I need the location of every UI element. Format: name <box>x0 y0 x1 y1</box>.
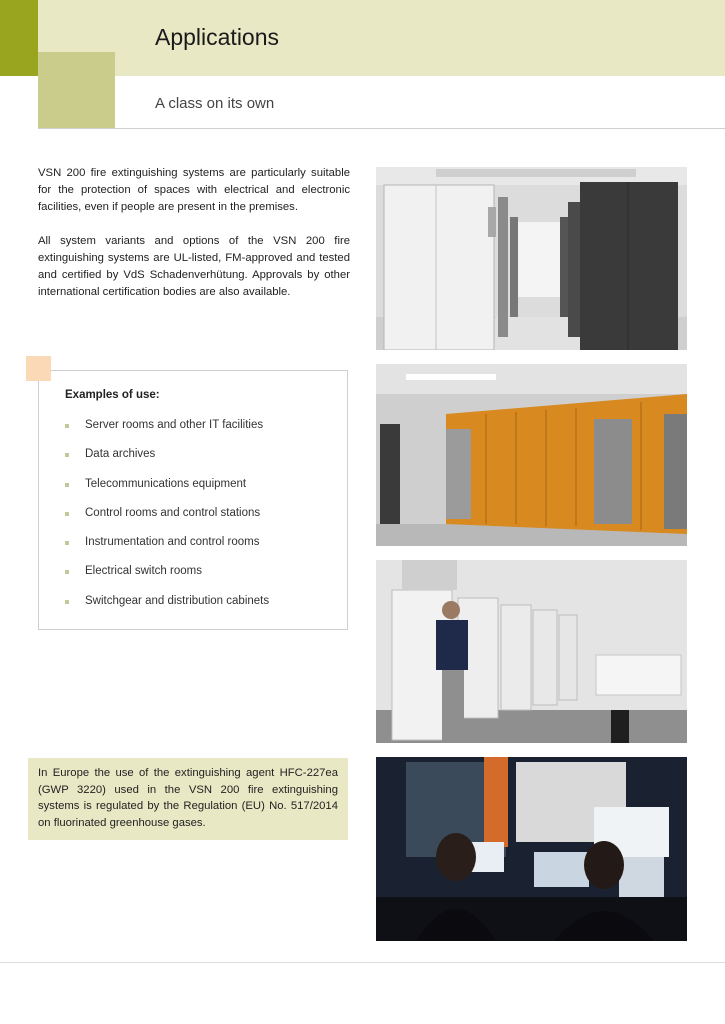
header-accent-bar <box>0 0 38 76</box>
list-item: Switchgear and distribution cabinets <box>65 595 269 624</box>
regulation-note: In Europe the use of the extinguishing agent HFC-227ea (GWP 3220) used in the VSN 200 fire extinguishing systems is regulated by the Regulation (EU) No. 517/2014 on fluorinated greenhouse gases. <box>28 758 348 840</box>
intro-text <box>38 165 350 318</box>
bullet-icon <box>65 453 69 457</box>
bullet-icon <box>65 570 69 574</box>
list-item: Data archives <box>65 448 269 477</box>
examples-heading: Examples of use: <box>65 389 160 401</box>
bullet-icon <box>65 483 69 487</box>
page-subtitle: A class on its own <box>155 95 275 112</box>
bullet-icon <box>65 512 69 516</box>
control-room-photo <box>376 757 687 941</box>
list-item: Control rooms and control stations <box>65 507 269 536</box>
page-title: Applications <box>155 24 280 50</box>
switchgear-photo <box>376 364 687 546</box>
footer-divider <box>0 962 725 963</box>
bullet-icon <box>65 541 69 545</box>
server-room-photo <box>376 167 687 350</box>
examples-accent-square <box>26 356 51 381</box>
header-accent-square <box>38 52 115 128</box>
list-item: Instrumentation and control rooms <box>65 536 269 565</box>
list-item: Telecommunications equipment <box>65 478 269 507</box>
intro-paragraph-1: VSN 200 fire extinguishing systems are particularly suitable for the protection of spaces with electrical and electronic facilities, even if people are present in the premises. <box>38 167 350 213</box>
technician-cabinets-photo <box>376 560 687 743</box>
bullet-icon <box>65 600 69 604</box>
examples-list <box>65 419 269 624</box>
intro-paragraph-2: All system variants and options of the VSN 200 fire extinguishing systems are UL-listed, FM-approved and tested and certified by VdS Schadenverhütung. Approvals by other international certification bodies are also available. <box>38 235 350 298</box>
bullet-icon <box>65 424 69 428</box>
list-item: Server rooms and other IT facilities <box>65 419 269 448</box>
header-divider <box>38 128 725 129</box>
list-item: Electrical switch rooms <box>65 565 269 594</box>
examples-box <box>38 370 348 630</box>
